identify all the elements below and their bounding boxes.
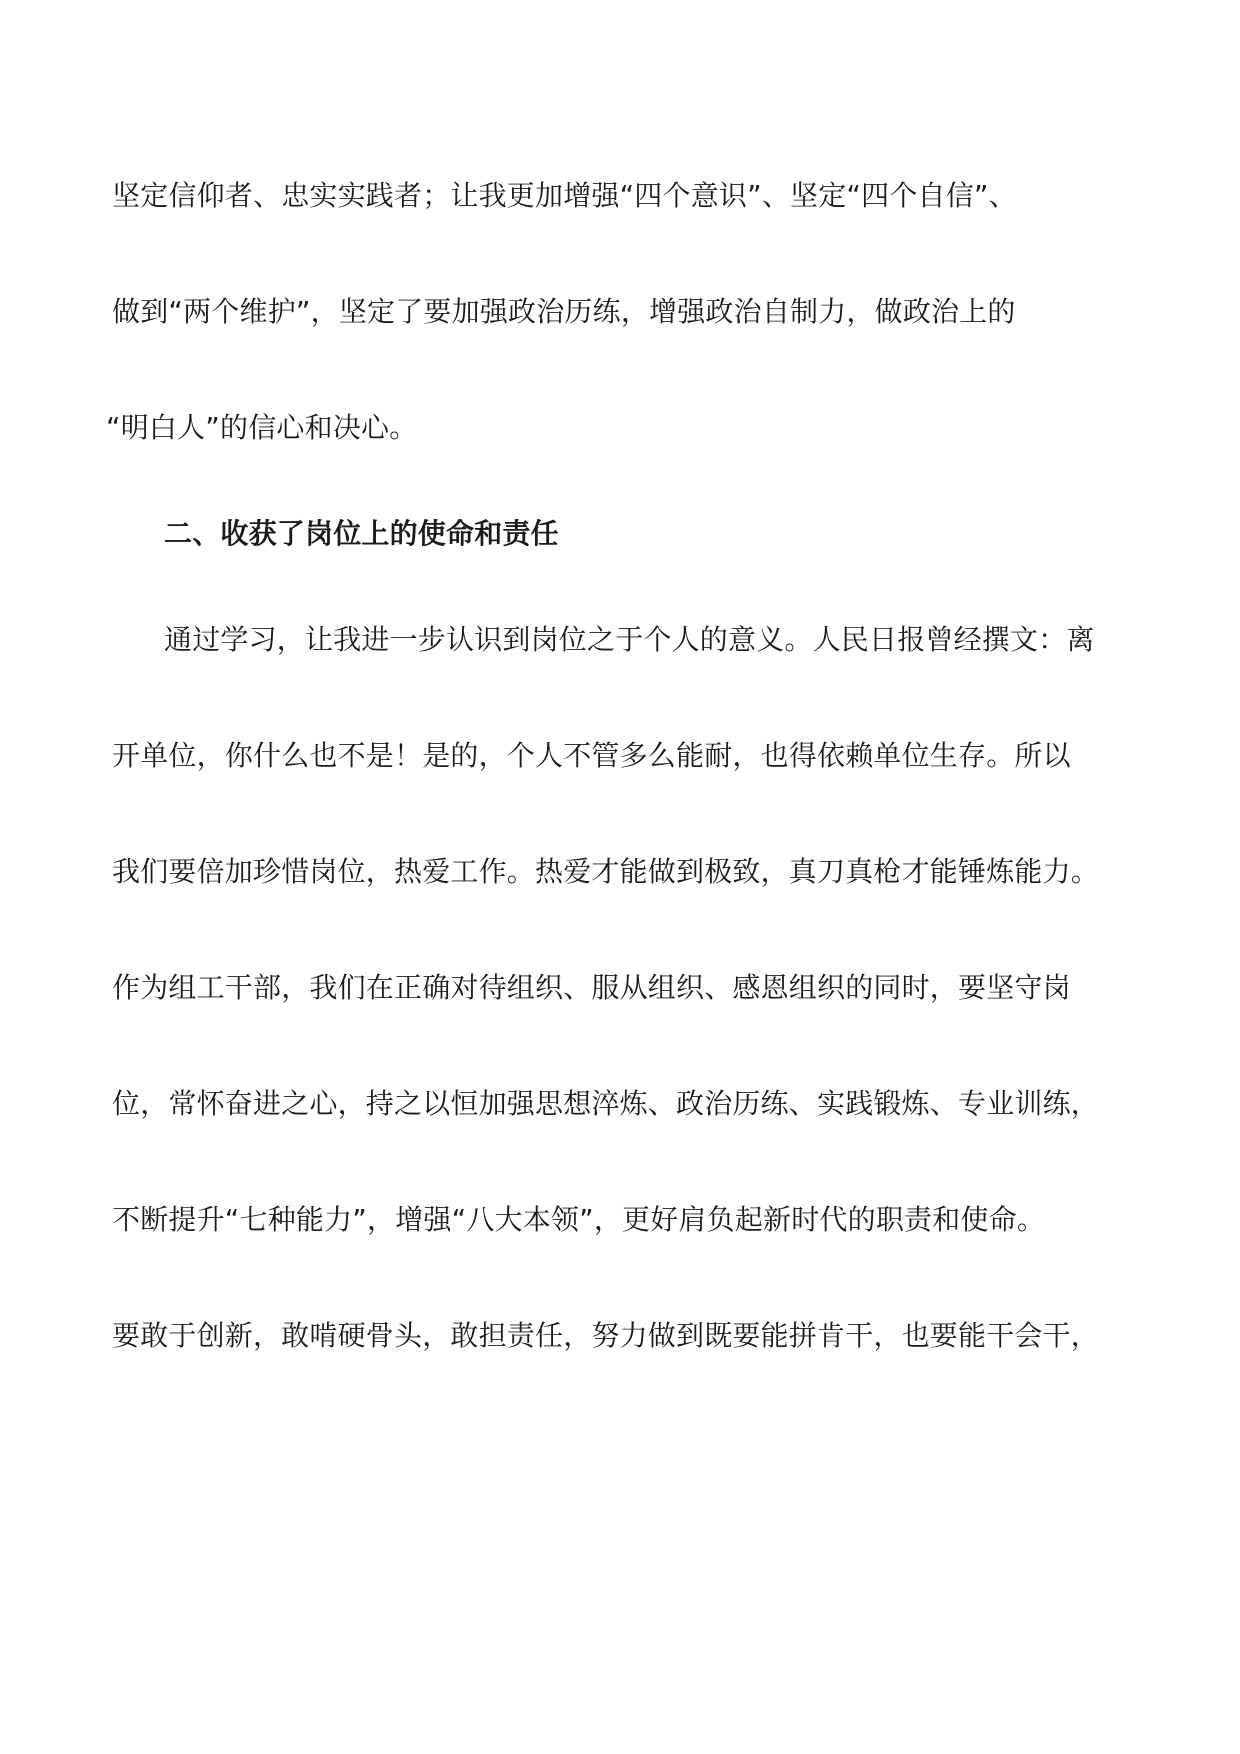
paragraph-line: 作为组工干部，我们在正确对待组织、服从组织、感恩组织的同时，要坚守岗 (112, 971, 1071, 1004)
paragraph-line: 位，常怀奋进之心，持之以恒加强思想淬炼、政治历练、实践锻炼、专业训练， (112, 1087, 1100, 1120)
body-text-line: 做到“两个维护”，坚定了要加强政治历练，增强政治自制力，做政治上的 (112, 295, 1016, 328)
body-text-line: “明白人”的信心和决心。 (106, 411, 418, 444)
paragraph-line: 不断提升“七种能力”，增强“八大本领”，更好肩负起新时代的职责和使命。 (112, 1203, 1046, 1236)
paragraph-line: 要敢于创新，敢啃硬骨头，敢担责任，努力做到既要能拼肯干，也要能干会干， (112, 1319, 1100, 1352)
body-text-line: 坚定信仰者、忠实实践者；让我更加增强“四个意识”、坚定“四个自信”、 (112, 179, 1017, 212)
section-heading: 二、收获了岗位上的使命和责任 (164, 517, 559, 550)
paragraph-line: 通过学习，让我进一步认识到岗位之于个人的意义。人民日报曾经撰文：离 (164, 623, 1095, 656)
paragraph-line: 我们要倍加珍惜岗位，热爱工作。热爱才能做到极致，真刀真枪才能锤炼能力。 (112, 855, 1100, 888)
paragraph-line: 开单位，你什么也不是！是的，个人不管多么能耐，也得依赖单位生存。所以 (112, 739, 1071, 772)
